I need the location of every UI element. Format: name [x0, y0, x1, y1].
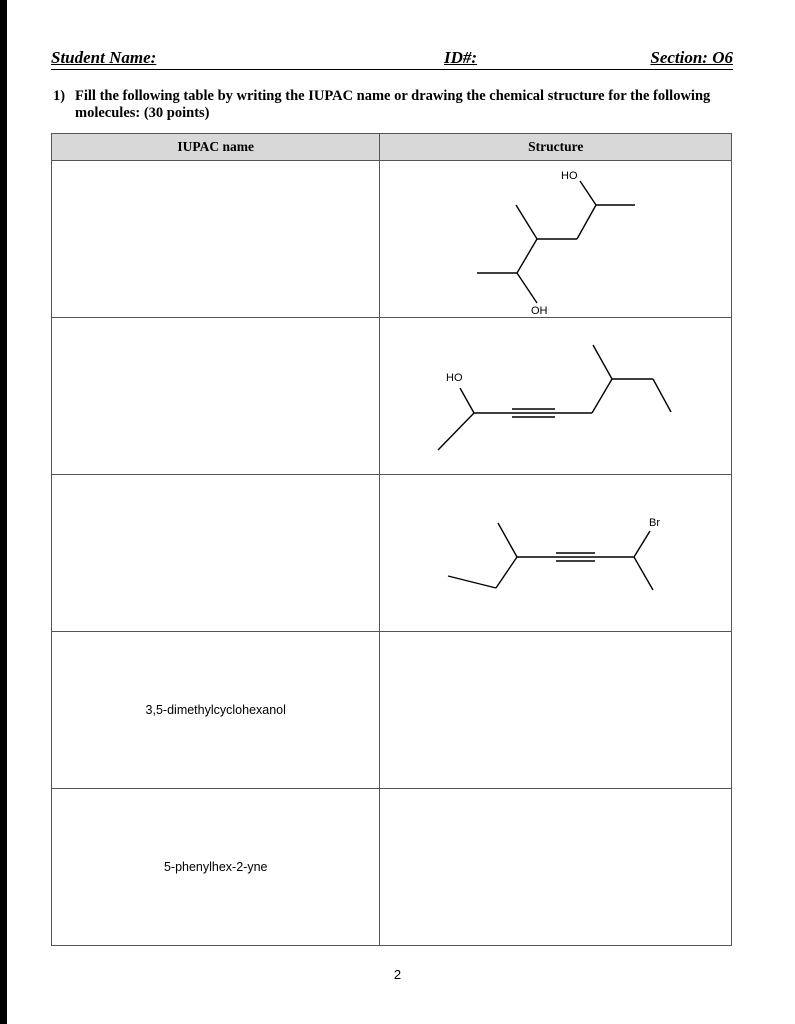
- iupac-name-cell[interactable]: [52, 475, 380, 632]
- table-header-row: [52, 134, 732, 161]
- bond: [634, 531, 650, 557]
- molecule-table: [51, 133, 732, 946]
- section-label: Section: O6: [650, 48, 733, 67]
- hydroxyl-label-top: HO: [561, 170, 578, 182]
- structure-cell: [380, 318, 732, 475]
- page-header: [51, 47, 733, 70]
- iupac-name-cell: 3,5-dimethylcyclohexanol: [52, 632, 380, 789]
- bond: [653, 379, 671, 412]
- structure-cell[interactable]: [380, 789, 732, 946]
- structure-diagram-1: [380, 161, 731, 317]
- bond: [498, 523, 517, 557]
- structure-diagram-2: [380, 318, 731, 474]
- page-number: 2: [393, 967, 402, 982]
- question-text: Fill the following table by writing the IUPAC name or drawing the chemical structure for the following molecules: (30 points): [75, 88, 711, 121]
- table-row: [52, 632, 732, 789]
- hydroxyl-label-bottom: OH: [531, 305, 548, 317]
- question-number: 1): [53, 88, 66, 104]
- bond: [580, 181, 596, 205]
- left-edge-bar: [0, 0, 7, 1024]
- bond: [516, 205, 537, 239]
- bromine-label: Br: [649, 517, 661, 529]
- bond: [438, 413, 474, 450]
- bond: [634, 557, 653, 590]
- bond: [577, 205, 596, 239]
- structure-header: Structure: [380, 134, 732, 161]
- iupac-name-cell: 5-phenylhex-2-yne: [52, 789, 380, 946]
- bond: [448, 576, 496, 588]
- hydroxyl-label: HO: [446, 372, 463, 384]
- structure-cell: [380, 161, 732, 318]
- bond: [460, 388, 474, 413]
- bond: [517, 239, 537, 273]
- iupac-name-cell[interactable]: [52, 161, 380, 318]
- table-row: [52, 789, 732, 946]
- structure-diagram-3: [380, 475, 731, 631]
- iupac-name-cell[interactable]: [52, 318, 380, 475]
- table-row: [52, 475, 732, 632]
- table-row: [52, 318, 732, 475]
- structure-cell[interactable]: [380, 632, 732, 789]
- iupac-name-header: IUPAC name: [52, 134, 380, 161]
- bond: [517, 273, 537, 303]
- table-row: [52, 161, 732, 318]
- bond: [592, 379, 612, 413]
- bond: [593, 345, 612, 379]
- student-name-label: Student Name:: [51, 48, 157, 67]
- structure-cell: [380, 475, 732, 632]
- id-label: ID#:: [444, 48, 478, 67]
- bond: [496, 557, 517, 588]
